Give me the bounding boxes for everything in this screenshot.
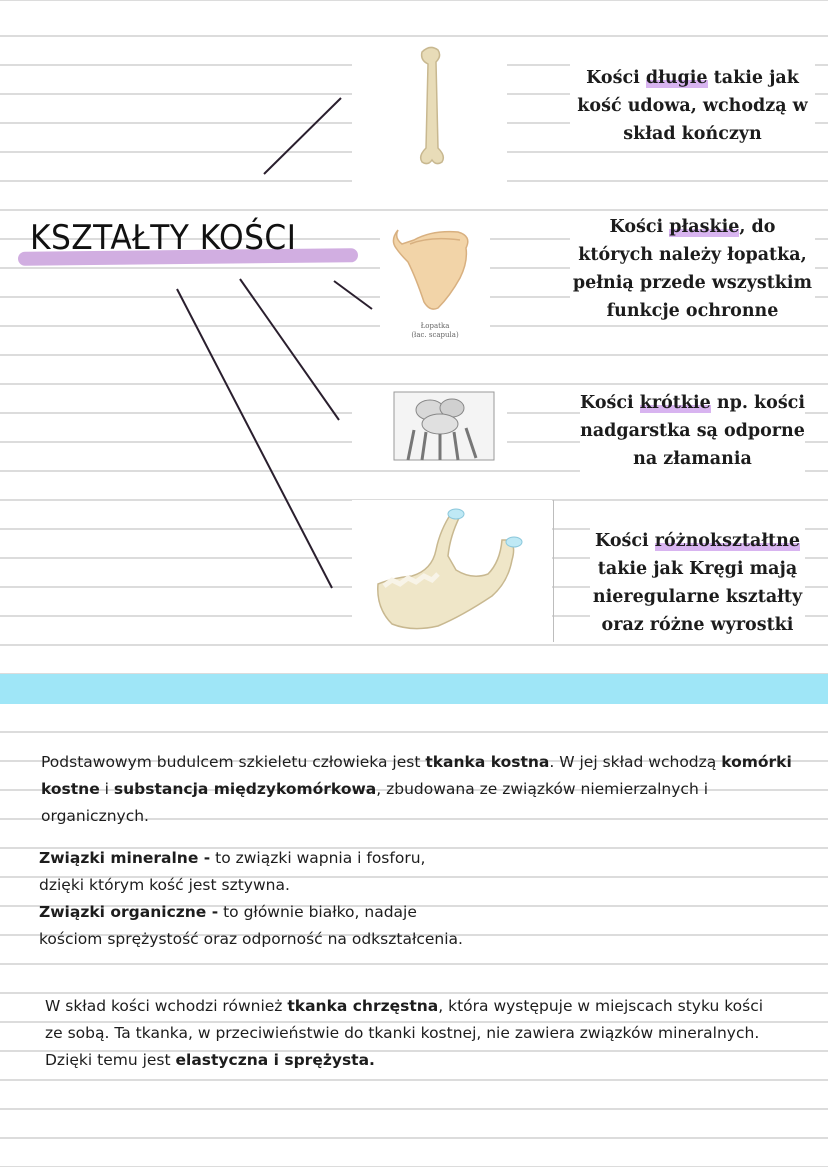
connector-line-short [240,279,339,420]
p1-bold-2: komórki kostne [41,753,792,798]
mandible-divider [553,500,554,642]
paragraph-compounds [39,845,639,953]
wrist-bones-icon [352,388,507,463]
bone-desc-irregular-hl: różnokształtne [654,531,800,551]
scapula-caption [380,322,490,340]
p1-bold-3: substancja międzykomórkowa [113,780,377,798]
p1-text-3: i [99,780,114,798]
connector-line-irregular [177,289,332,588]
p1-bold-1: tkanka kostna [425,753,550,771]
bone-desc-short-post: np. kości nadgarstka są odporne na złamania [580,393,805,469]
p2-line-2: dzięki którym kość jest sztywna. [39,876,290,894]
bone-desc-flat-pre: Kości [609,217,670,237]
mandible-image-box [352,500,552,640]
paragraph-bone-tissue [41,749,801,830]
femur-icon [352,40,507,183]
p2-line-3 [39,899,639,926]
bone-desc-short-hl: krótkie [639,393,711,413]
p3-bold-2: elastyczna i sprężysta. [175,1051,375,1069]
section-divider-band [0,674,828,704]
connector-line-long [264,98,341,174]
bone-desc-irregular-post: takie jak Kręgi mają nieregularne kształty oraz różne wyrostki [592,559,803,635]
p1-text-1: Podstawowym budulcem szkieletu człowieka jest [41,753,426,771]
bone-desc-short-pre: Kości [580,393,640,413]
scapula-caption-line2: (łac. scapula) [411,331,459,339]
page-title: KSZTAŁTY KOŚCI [30,218,297,258]
bone-desc-irregular [590,527,805,639]
p2-line-4: kościom sprężystość oraz odporność na odkształcenia. [39,930,463,948]
femur-image-box [352,40,507,183]
bone-desc-short [580,389,805,473]
p1-text-4: , zbudowana ze związków niemierzalnych i organicznych. [41,780,709,825]
p2-bold-2: Związki organiczne - [39,903,219,921]
p2-line-1 [39,845,639,872]
bone-desc-long-post: takie jak kość udowa, wchodzą w skład kończyn [577,68,808,144]
scapula-image-box [380,218,490,348]
p2-text-3: to głównie białko, nadaje [218,903,417,921]
wrist-image-box [352,388,507,463]
connector-line-flat [334,281,372,309]
mandible-icon [352,500,552,640]
paragraph-cartilage [45,993,785,1074]
scapula-caption-line1: Łopatka [420,322,450,330]
bone-desc-long-hl: długie [645,68,708,88]
bone-desc-flat-hl: płaskie [669,217,740,237]
bone-desc-flat-post: , do których należy łopatka, pełnią przede wszystkim funkcje ochronne [572,217,813,321]
bone-desc-flat [570,213,815,325]
p1-text-2: . W jej skład wchodzą [549,753,722,771]
bone-desc-irregular-pre: Kości [595,531,655,551]
bone-desc-long-pre: Kości [586,68,646,88]
p3-text-2: , która występuje w miejscach styku kości ze sobą. Ta tkanka, w przeciwieństwie do tkanki kostnej, nie zawiera związków mineralnych. Dzięki temu jest [45,997,764,1069]
bone-desc-long [570,64,815,148]
p3-text-1: W skład kości wchodzi również [45,997,288,1015]
scapula-icon [380,218,490,318]
p2-text-1: to związki wapnia i fosforu, [210,849,426,867]
p2-bold-1: Związki mineralne - [39,849,211,867]
p3-bold-1: tkanka chrzęstna [287,997,439,1015]
